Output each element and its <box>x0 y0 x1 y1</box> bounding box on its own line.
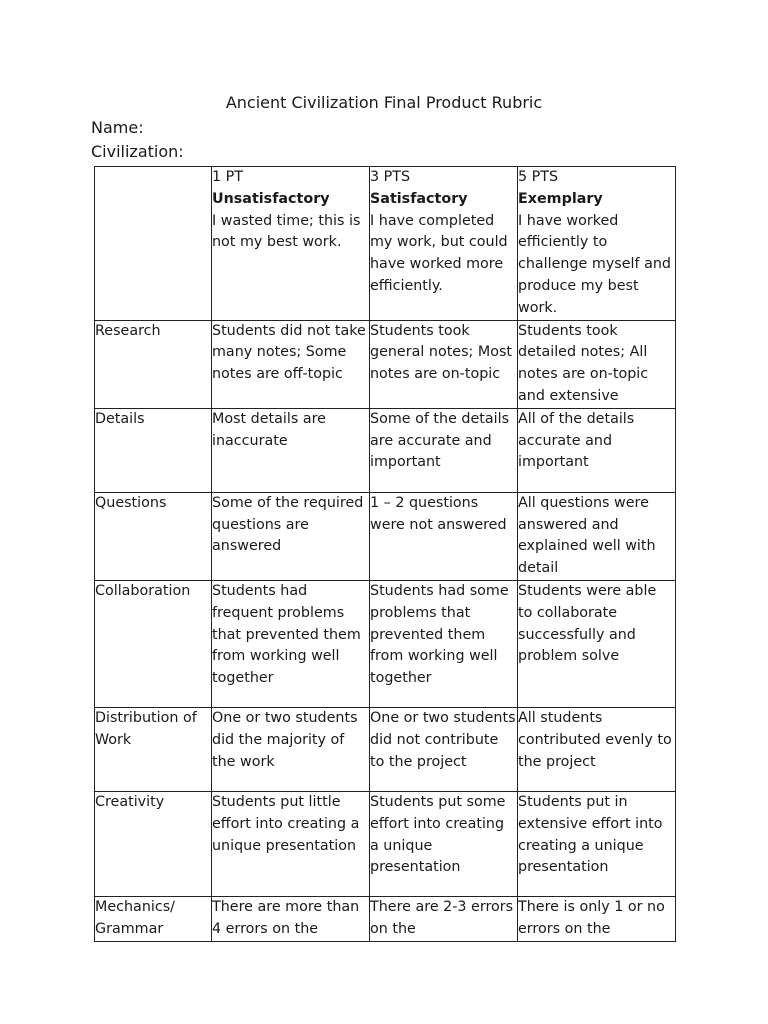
criterion-cell: Students put in extensive effort into creating a unique presentation <box>518 791 676 896</box>
document-title: Ancient Civilization Final Product Rubric <box>225 93 543 112</box>
criterion-cell: Students had frequent problems that prevented them from working well together <box>212 580 370 707</box>
criterion-cell: Students did not take many notes; Some notes are off-topic <box>212 320 370 408</box>
level-points: 3 PTS <box>370 169 411 185</box>
level-name: Unsatisfactory <box>212 190 330 207</box>
criterion-name: Creativity <box>95 791 212 896</box>
criterion-row <box>95 320 676 408</box>
level-header-cell <box>518 167 676 321</box>
criterion-row <box>95 580 676 707</box>
criterion-cell: Some of the details are accurate and important <box>370 408 518 492</box>
level-points: 1 PT <box>212 169 243 185</box>
rubric-corner-cell <box>95 167 212 321</box>
level-header-cell <box>212 167 370 321</box>
level-header-cell <box>370 167 518 321</box>
criterion-cell: 1 – 2 questions were not answered <box>370 492 518 580</box>
level-points: 5 PTS <box>518 169 559 185</box>
criterion-cell: One or two students did the majority of the work <box>212 707 370 791</box>
criterion-name: Collaboration <box>95 580 212 707</box>
criterion-cell: Students had some problems that prevented them from working well together <box>370 580 518 707</box>
level-name: Satisfactory <box>370 190 468 207</box>
criterion-cell: All questions were answered and explained well with detail <box>518 492 676 580</box>
rubric-table <box>94 166 676 942</box>
criterion-name: Questions <box>95 492 212 580</box>
level-description: I have completed my work, but could have worked more efficiently. <box>370 212 508 294</box>
criterion-cell: There is only 1 or no errors on the <box>518 896 676 941</box>
criterion-cell: There are more than 4 errors on the <box>212 896 370 941</box>
criterion-row <box>95 896 676 941</box>
criterion-cell: Students put some effort into creating a unique presentation <box>370 791 518 896</box>
criterion-cell: One or two students did not contribute to the project <box>370 707 518 791</box>
criterion-cell: Students took general notes; Most notes are on-topic <box>370 320 518 408</box>
criterion-cell: Most details are inaccurate <box>212 408 370 492</box>
criterion-cell: Students were able to collaborate successfully and problem solve <box>518 580 676 707</box>
criterion-name: Details <box>95 408 212 492</box>
level-description: I have worked efficiently to challenge myself and produce my best work. <box>518 212 671 316</box>
criterion-name: Research <box>95 320 212 408</box>
criterion-cell: Some of the required questions are answered <box>212 492 370 580</box>
level-description: I wasted time; this is not my best work. <box>212 212 361 251</box>
name-label: Name: <box>91 118 144 137</box>
criterion-row <box>95 492 676 580</box>
criterion-row <box>95 408 676 492</box>
criterion-row <box>95 791 676 896</box>
criterion-cell: There are 2-3 errors on the <box>370 896 518 941</box>
criterion-name: Distribution of Work <box>95 707 212 791</box>
criterion-cell: Students took detailed notes; All notes are on-topic and extensive <box>518 320 676 408</box>
criterion-cell: All of the details accurate and important <box>518 408 676 492</box>
civilization-label: Civilization: <box>91 142 184 161</box>
criterion-row <box>95 707 676 791</box>
criterion-cell: Students put little effort into creating a unique presentation <box>212 791 370 896</box>
rubric-header-row <box>95 167 676 321</box>
level-name: Exemplary <box>518 190 603 207</box>
criterion-name: Mechanics/ Grammar <box>95 896 212 941</box>
criterion-cell: All students contributed evenly to the project <box>518 707 676 791</box>
